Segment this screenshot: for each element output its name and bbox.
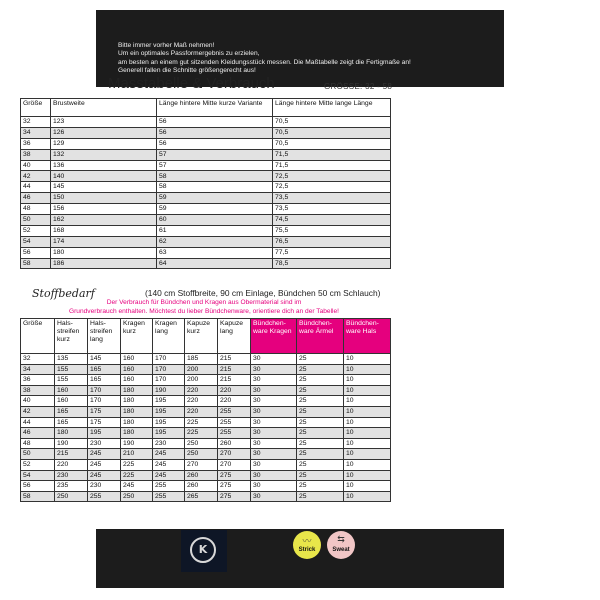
fabric-note-line: Grundverbrauch enthalten. Möchtest du lieber Bündchenware, orientiere dich an der Tabelle! [68,308,340,315]
table-cell: 170 [153,354,185,365]
table-cell: 32 [21,117,51,128]
table-cell: 220 [218,385,251,396]
col-header-chest: Brustweite [51,99,157,117]
table-cell: 180 [121,417,153,428]
table-cell: 220 [185,406,218,417]
col-header: Hals-streifen lang [88,319,121,354]
table-cell: 145 [51,182,157,193]
intro-line: am besten an einem gut sitzenden Kleidungsstück messen. Die Maßtabelle zeigt die Fertigmaße an! [118,58,411,66]
table-cell: 25 [297,481,344,492]
table-cell: 10 [344,375,391,386]
size-range-label: GRÖSSE: 32 - 58 [324,82,393,91]
table-cell: 73,5 [273,193,391,204]
table-cell: 30 [251,449,297,460]
table-cell: 245 [88,470,121,481]
table-cell: 160 [55,385,88,396]
badge-label: Sweat [332,547,350,553]
table-cell: 165 [55,417,88,428]
col-header-length-short: Länge hintere Mitte kurze Variante [157,99,273,117]
table-cell: 195 [153,417,185,428]
table-row [21,364,391,375]
table-row [21,417,391,428]
table-cell: 58 [157,171,273,182]
fabric-note-line: Der Verbrauch für Bündchen und Kragen aus Obermaterial sind im [106,299,302,306]
table-cell: 32 [21,354,55,365]
table-row [21,127,391,138]
table-cell: 25 [297,406,344,417]
col-header: Bündchen-ware Ärmel [297,319,344,354]
table-cell: 165 [88,375,121,386]
table-cell: 255 [218,406,251,417]
table-cell: 25 [297,385,344,396]
table-cell: 275 [218,470,251,481]
table-cell: 275 [218,481,251,492]
table-cell: 30 [251,438,297,449]
table-row [21,138,391,149]
table-cell: 255 [218,428,251,439]
table-cell: 38 [21,385,55,396]
table-cell: 52 [21,459,55,470]
table-cell: 270 [185,459,218,470]
table-cell: 10 [344,354,391,365]
fabric-requirement-details: (140 cm Stoffbreite, 90 cm Einlage, Bündchen 50 cm Schlauch) [145,288,381,298]
table-cell: 255 [153,491,185,502]
sweat-icon: ⇆ [337,534,345,544]
table-cell: 46 [21,193,51,204]
table-cell: 50 [21,449,55,460]
table-cell: 210 [121,449,153,460]
table-cell: 156 [51,204,157,215]
col-header: Hals-streifen kurz [55,319,88,354]
table-cell: 30 [251,375,297,386]
knit-icon: 〰 [302,536,312,546]
table-cell: 25 [297,470,344,481]
table-cell: 225 [185,417,218,428]
table-cell: 64 [157,258,273,269]
col-header: Größe [21,319,55,354]
table-cell: 10 [344,438,391,449]
table-cell: 74,5 [273,215,391,226]
table-cell: 180 [121,428,153,439]
table-row [21,449,391,460]
table-cell: 34 [21,364,55,375]
table-cell: 245 [88,449,121,460]
table-cell: 175 [88,417,121,428]
table-cell: 180 [55,428,88,439]
table-row [21,160,391,171]
col-header: Bündchen-ware Hals [344,319,391,354]
table-cell: 56 [157,117,273,128]
table-cell: 255 [153,481,185,492]
table-row [21,258,391,269]
table-cell: 175 [88,406,121,417]
table-cell: 245 [153,459,185,470]
table-cell: 25 [297,417,344,428]
table-cell: 250 [55,491,88,502]
table-cell: 230 [153,438,185,449]
table-cell: 46 [21,428,55,439]
table-cell: 25 [297,396,344,407]
table-cell: 165 [88,364,121,375]
table-cell: 126 [51,127,157,138]
fabric-table [20,318,391,502]
col-header: Kapuze lang [218,319,251,354]
table-cell: 265 [185,491,218,502]
table-cell: 70,5 [273,138,391,149]
intro-line: Generell fallen die Schnitte größengerecht aus! [118,67,256,75]
table-cell: 230 [88,481,121,492]
table-cell: 220 [185,396,218,407]
table-cell: 190 [55,438,88,449]
table-row [21,470,391,481]
table-cell: 30 [251,459,297,470]
intro-line: Um ein optimales Passformergebnis zu erzielen, [118,50,260,58]
table-cell: 40 [21,160,51,171]
table-cell: 220 [218,396,251,407]
table-cell: 155 [55,364,88,375]
table-cell: 260 [185,481,218,492]
table-cell: 225 [121,470,153,481]
table-cell: 162 [51,215,157,226]
table-cell: 255 [88,491,121,502]
table-cell: 135 [55,354,88,365]
table-cell: 195 [153,428,185,439]
table-cell: 75,5 [273,225,391,236]
badge-strick [293,531,321,559]
table-cell: 129 [51,138,157,149]
table-cell: 57 [157,160,273,171]
table-cell: 30 [251,385,297,396]
table-cell: 25 [297,364,344,375]
table-cell: 155 [55,375,88,386]
table-row [21,182,391,193]
table-cell: 215 [218,354,251,365]
table-row [21,459,391,470]
table-cell: 123 [51,117,157,128]
table-cell: 200 [185,375,218,386]
table-cell: 70,5 [273,117,391,128]
table-cell: 186 [51,258,157,269]
table-row [21,406,391,417]
table-row [21,354,391,365]
intro-text [118,42,498,76]
table-row [21,396,391,407]
table-row [21,225,391,236]
col-header: Kragen kurz [121,319,153,354]
logo-monogram-icon: K [190,537,216,563]
table-cell: 30 [251,406,297,417]
col-header: Kragen lang [153,319,185,354]
table-cell: 42 [21,171,51,182]
table-cell: 136 [51,160,157,171]
table-cell: 30 [251,354,297,365]
table-row [21,375,391,386]
table-cell: 170 [153,375,185,386]
table-cell: 165 [55,406,88,417]
table-cell: 260 [185,470,218,481]
table-cell: 190 [121,438,153,449]
table-cell: 10 [344,459,391,470]
table-cell: 235 [55,481,88,492]
col-header: Bündchen-ware Kragen [251,319,297,354]
table-cell: 59 [157,193,273,204]
table-cell: 10 [344,491,391,502]
table-cell: 25 [297,449,344,460]
table-cell: 180 [51,247,157,258]
table-cell: 195 [88,428,121,439]
table-cell: 72,5 [273,171,391,182]
table-cell: 160 [121,375,153,386]
table-cell: 10 [344,396,391,407]
table-cell: 10 [344,385,391,396]
table-cell: 71,5 [273,149,391,160]
table-cell: 230 [88,438,121,449]
table-cell: 72,5 [273,182,391,193]
table-cell: 30 [251,396,297,407]
table-cell: 140 [51,171,157,182]
table-cell: 36 [21,375,55,386]
table-cell: 190 [153,385,185,396]
table-cell: 270 [218,449,251,460]
table-cell: 150 [51,193,157,204]
table-cell: 160 [55,396,88,407]
table-cell: 230 [55,470,88,481]
table-row [21,204,391,215]
measurement-table [20,98,391,269]
table-cell: 245 [88,459,121,470]
table-cell: 56 [157,138,273,149]
intro-line: Bitte immer vorher Maß nehmen! [118,42,215,49]
table-row [21,149,391,160]
table-cell: 61 [157,225,273,236]
table-cell: 168 [51,225,157,236]
table-row [21,171,391,182]
table-cell: 60 [157,215,273,226]
table-cell: 34 [21,127,51,138]
table-cell: 25 [297,428,344,439]
table-cell: 30 [251,417,297,428]
table-cell: 275 [218,491,251,502]
table-cell: 185 [185,354,218,365]
table-cell: 56 [157,127,273,138]
table-cell: 180 [121,385,153,396]
table-row [21,385,391,396]
table-cell: 25 [297,354,344,365]
table-cell: 44 [21,417,55,428]
table-cell: 54 [21,470,55,481]
table-cell: 170 [88,396,121,407]
table-cell: 10 [344,428,391,439]
table-cell: 132 [51,149,157,160]
table-row [21,428,391,439]
table-cell: 10 [344,417,391,428]
table-cell: 57 [157,149,273,160]
table-cell: 48 [21,204,51,215]
table-cell: 78,5 [273,258,391,269]
table-cell: 245 [153,449,185,460]
table-cell: 42 [21,406,55,417]
table-row [21,193,391,204]
table-cell: 58 [157,182,273,193]
table-cell: 50 [21,215,51,226]
table-cell: 200 [185,364,218,375]
table-cell: 30 [251,428,297,439]
table-cell: 250 [185,438,218,449]
table-cell: 30 [251,491,297,502]
table-cell: 160 [121,354,153,365]
table-cell: 71,5 [273,160,391,171]
table-cell: 260 [218,438,251,449]
table-cell: 48 [21,438,55,449]
table-cell: 220 [185,385,218,396]
table-cell: 25 [297,459,344,470]
table-cell: 54 [21,236,51,247]
table-cell: 38 [21,149,51,160]
table-cell: 174 [51,236,157,247]
table-cell: 58 [21,491,55,502]
col-header-length-long: Länge hintere Mitte lange Länge [273,99,391,117]
table-cell: 62 [157,236,273,247]
table-row [21,236,391,247]
brand-logo [181,530,227,572]
table-row [21,247,391,258]
table-cell: 10 [344,364,391,375]
table-row [21,215,391,226]
table-cell: 195 [153,396,185,407]
table-row [21,438,391,449]
table-cell: 52 [21,225,51,236]
table-cell: 25 [297,375,344,386]
table-cell: 215 [218,375,251,386]
table-cell: 215 [55,449,88,460]
table-cell: 10 [344,406,391,417]
badge-sweat [327,531,355,559]
table-cell: 225 [121,459,153,470]
table-cell: 56 [21,481,55,492]
table-row [21,481,391,492]
table-cell: 195 [153,406,185,417]
table-row [21,491,391,502]
table-cell: 25 [297,491,344,502]
fabric-requirement-label: Stoffbedarf [32,287,95,300]
table-cell: 250 [121,491,153,502]
table-row [21,117,391,128]
table-cell: 10 [344,449,391,460]
table-cell: 25 [297,438,344,449]
table-cell: 30 [251,481,297,492]
table-cell: 250 [185,449,218,460]
table-cell: 44 [21,182,51,193]
col-header-size: Größe [21,99,51,117]
table-cell: 270 [218,459,251,470]
table-cell: 10 [344,481,391,492]
table-cell: 170 [153,364,185,375]
table-cell: 180 [121,406,153,417]
table-cell: 245 [121,481,153,492]
table-cell: 170 [88,385,121,396]
table-cell: 180 [121,396,153,407]
table-cell: 36 [21,138,51,149]
table-cell: 40 [21,396,55,407]
table-cell: 30 [251,470,297,481]
table-cell: 245 [153,470,185,481]
table-cell: 255 [218,417,251,428]
page-title: Masstabelle & Verbrauch [108,75,275,92]
table-cell: 145 [88,354,121,365]
table-cell: 63 [157,247,273,258]
table-cell: 73,5 [273,204,391,215]
table-cell: 10 [344,470,391,481]
table-cell: 215 [218,364,251,375]
badge-label: Strick [298,547,316,553]
table-cell: 59 [157,204,273,215]
table-cell: 77,5 [273,247,391,258]
table-cell: 56 [21,247,51,258]
table-cell: 70,5 [273,127,391,138]
table-cell: 225 [185,428,218,439]
table-cell: 220 [55,459,88,470]
col-header: Kapuze kurz [185,319,218,354]
table-cell: 76,5 [273,236,391,247]
table-cell: 58 [21,258,51,269]
table-cell: 30 [251,364,297,375]
table-cell: 160 [121,364,153,375]
